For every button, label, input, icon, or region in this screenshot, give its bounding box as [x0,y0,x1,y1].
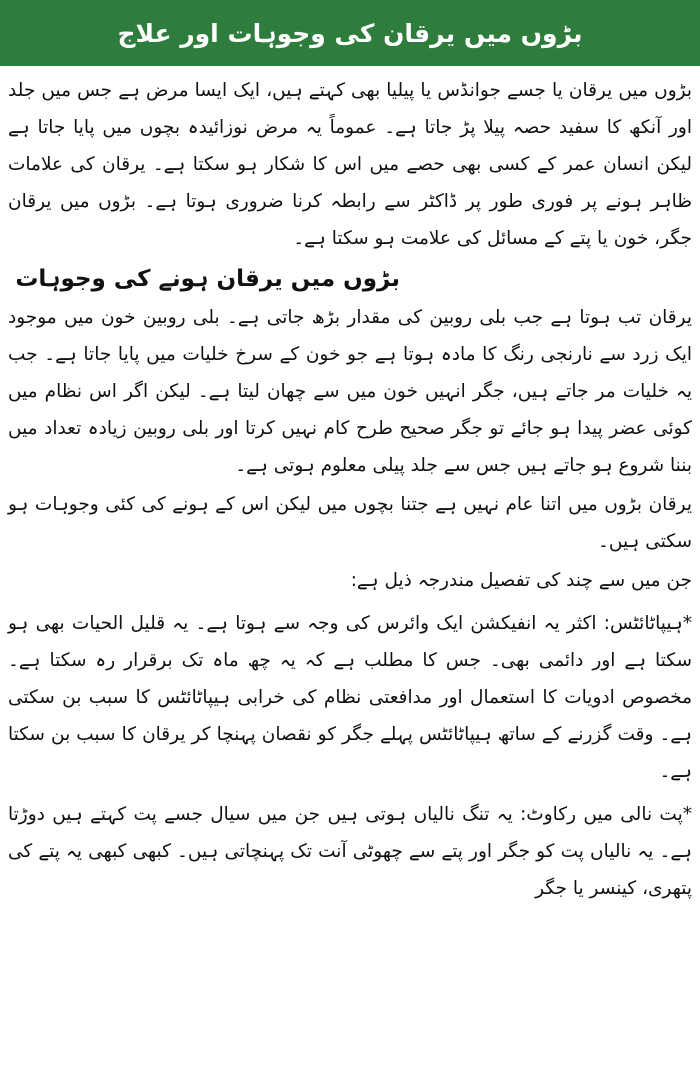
bile-duct-paragraph: *پت نالی میں رکاوٹ: یہ تنگ نالیاں ہوتی ہیں جن میں سیال جسے پت کہتے ہیں دوڑتا ہے۔ یہ نالیاں پت کو جگر اور پتے سے چھوٹی آنت تک پہنچاتی ہیں۔ کبھی کبھی یہ پتے کی پتھری، کینسر یا جگر [8,804,692,899]
title-banner [0,0,700,66]
article-title: بڑوں میں یرقان کی وجوہات اور علاج [117,18,583,48]
causes-common-paragraph: یرقان بڑوں میں اتنا عام نہیں ہے جتنا بچوں میں لیکن اس کے ہونے کی کئی وجوہات ہو سکتی ہیں۔ [8,494,692,552]
article-body [0,66,700,1066]
section-heading: بڑوں میں یرقان ہونے کی وجوہات [15,266,400,292]
hepatitis-paragraph: *ہیپاٹائٹس: اکثر یہ انفیکشن ایک وائرس کی وجہ سے ہوتا ہے۔ یہ قلیل الحیات بھی ہو سکتا ہے اور دائمی بھی۔ جس کا مطلب ہے کہ یہ چھ ماہ تک برقرار رہ سکتا ہے۔ مخصوص ادویات کا استعمال اور مدافعتی نظام کی خرابی ہیپاٹائٹس کا سبب بن سکتی ہے۔ وقت گزرنے کے ساتھ ہیپاٹائٹس پہلے جگر کو نقصان پہنچا کر یرقان کا سبب بن سکتا ہے۔ [8,613,692,782]
causes-list-intro: جن میں سے چند کی تفصیل مندرجہ ذیل ہے: [350,570,692,591]
intro-paragraph: بڑوں میں یرقان یا جسے جوانڈس یا پیلیا بھی کہتے ہیں، ایک ایسا مرض ہے جس میں جلد اور آنکھ کا سفید حصہ پیلا پڑ جاتا ہے۔ عموماً یہ مرض نوزائیدہ بچوں میں پایا جاتا ہے لیکن انسان عمر کے کسی بھی حصے میں اس کا شکار ہو سکتا ہے۔ یرقان کی علامات ظاہر ہونے پر فوری طور پر ڈاکٹر سے رابطہ کرنا ضروری ہوتا ہے۔ بڑوں میں یرقان جگر، خون یا پتے کے مسائل کی علامت ہو سکتا ہے۔ [8,80,692,249]
causes-paragraph: یرقان تب ہوتا ہے جب بلی روبین کی مقدار بڑھ جاتی ہے۔ بلی روبین خون میں موجود ایک زرد سے نارنجی رنگ کا مادہ ہوتا ہے جو خون کے سرخ خلیات میں پایا جاتا ہے۔ جب یہ خلیات مر جاتے ہیں، جگر انہیں خون میں سے چھان لیتا ہے۔ لیکن اگر اس نظام میں کوئی عضر پیدا ہو جائے تو جگر صحیح طرح کام نہیں کرتا اور بلی روبین زیادہ تعداد میں بننا شروع ہو جاتے ہیں جس سے جلد پیلی معلوم ہوتی ہے۔ [8,307,692,476]
